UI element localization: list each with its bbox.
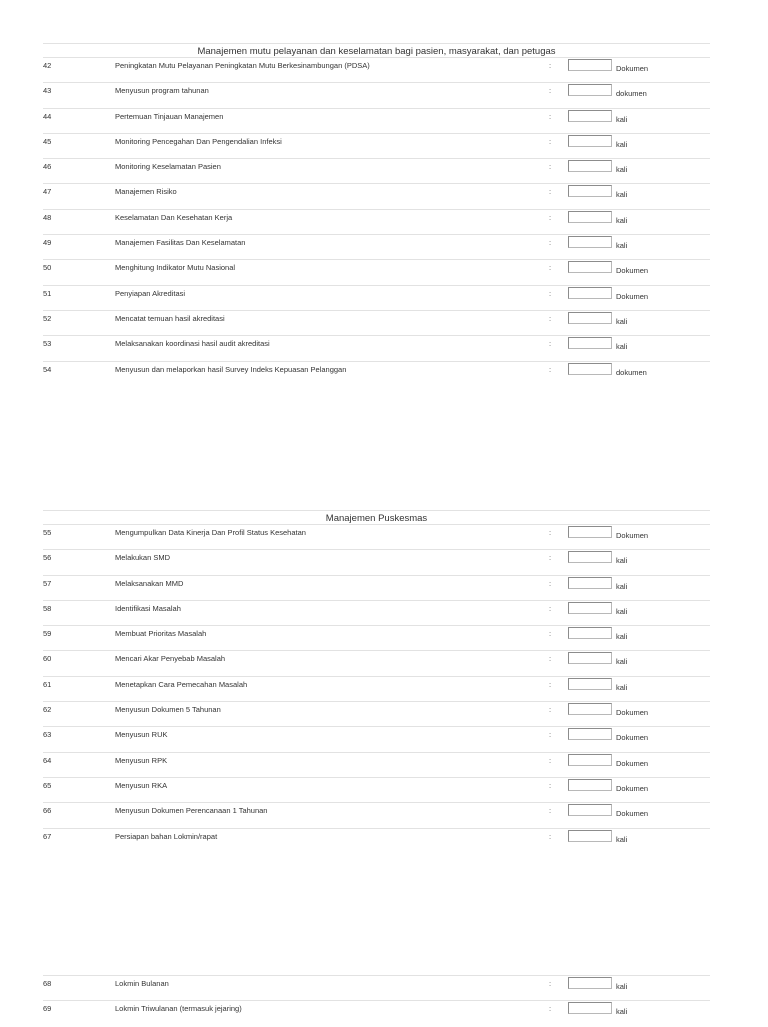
row-label: Identifikasi Masalah <box>115 603 181 613</box>
form-row-66 <box>43 803 710 828</box>
row-separator: : <box>549 629 552 639</box>
row-number: 64 <box>43 755 52 765</box>
row-label: Membuat Prioritas Masalah <box>115 629 207 639</box>
unit-label: kali <box>616 342 628 352</box>
row-separator: : <box>549 238 552 248</box>
unit-label: kali <box>616 834 628 844</box>
row-label: Menyusun dan melaporkan hasil Survey Indeks Kepuasan Pelanggan <box>115 364 347 374</box>
row-number: 43 <box>43 86 52 96</box>
row-separator: : <box>549 263 552 273</box>
row-label: Monitoring Keselamatan Pasien <box>115 162 221 172</box>
row-number: 67 <box>43 831 52 841</box>
quantity-input[interactable] <box>568 261 612 273</box>
rows-list <box>43 57 710 387</box>
row-label: Mencari Akar Penyebab Masalah <box>115 654 226 664</box>
form-row-59 <box>43 626 710 651</box>
form-row-57 <box>43 576 710 601</box>
unit-label: Dokumen <box>616 291 649 301</box>
form-row-58 <box>43 601 710 626</box>
row-number: 42 <box>43 61 52 70</box>
unit-label: Dokumen <box>616 733 649 743</box>
unit-label: Dokumen <box>616 64 649 73</box>
unit-label: Dokumen <box>616 809 649 819</box>
row-number: 50 <box>43 263 52 273</box>
rows-list <box>43 975 710 1027</box>
row-separator: : <box>549 61 552 70</box>
row-label: Mencatat temuan hasil akreditasi <box>115 313 225 323</box>
row-number: 59 <box>43 629 52 639</box>
form-row-55 <box>43 525 710 550</box>
row-separator: : <box>549 162 552 172</box>
unit-label: kali <box>616 1007 628 1017</box>
row-number: 46 <box>43 162 52 172</box>
row-label: Menyusun RPK <box>115 755 168 765</box>
unit-label: Dokumen <box>616 708 649 718</box>
row-number: 68 <box>43 979 52 988</box>
quantity-input[interactable] <box>568 160 612 172</box>
form-row-42 <box>43 58 710 83</box>
row-number: 45 <box>43 136 52 146</box>
unit-label: kali <box>616 165 628 175</box>
form-row-50 <box>43 260 710 285</box>
quantity-input[interactable] <box>568 678 612 690</box>
row-label: Melaksanakan MMD <box>115 578 184 588</box>
row-separator: : <box>549 979 552 988</box>
form-row-53 <box>43 336 710 361</box>
unit-label: Dokumen <box>616 758 649 768</box>
unit-label: kali <box>616 682 628 692</box>
row-number: 65 <box>43 780 52 790</box>
unit-label: kali <box>616 316 628 326</box>
unit-label: kali <box>616 606 628 616</box>
row-number: 52 <box>43 313 52 323</box>
form-row-67 <box>43 829 710 854</box>
quantity-input[interactable] <box>568 602 612 614</box>
row-separator: : <box>549 780 552 790</box>
row-number: 44 <box>43 111 52 121</box>
quantity-input[interactable] <box>568 84 612 96</box>
quantity-input[interactable] <box>568 110 612 122</box>
row-number: 61 <box>43 679 52 689</box>
form-row-63 <box>43 727 710 752</box>
row-number: 62 <box>43 705 52 715</box>
quantity-input[interactable] <box>568 627 612 639</box>
row-separator: : <box>549 86 552 96</box>
row-label: Penyiapan Akreditasi <box>115 288 186 298</box>
row-separator: : <box>549 679 552 689</box>
unit-label: kali <box>616 581 628 591</box>
row-number: 66 <box>43 806 52 816</box>
row-label: Persiapan bahan Lokmin/rapat <box>115 831 218 841</box>
quantity-input[interactable] <box>568 703 612 715</box>
row-separator: : <box>549 212 552 222</box>
quantity-input[interactable] <box>568 830 612 842</box>
row-separator: : <box>549 288 552 298</box>
unit-label: kali <box>616 190 628 200</box>
row-number: 56 <box>43 553 52 563</box>
row-separator: : <box>549 136 552 146</box>
row-label: Menyusun program tahunan <box>115 86 209 96</box>
form-row-47 <box>43 184 710 209</box>
form-row-64 <box>43 753 710 778</box>
row-label: Menyusun Dokumen Perencanaan 1 Tahunan <box>115 806 268 816</box>
row-label: Melaksanakan koordinasi hasil audit akreditasi <box>115 339 270 349</box>
row-label: Peningkatan Mutu Pelayanan Peningkatan Mutu Berkesinambungan (PDSA) <box>115 61 370 70</box>
form-row-68 <box>43 976 710 1001</box>
form-row-65 <box>43 778 710 803</box>
row-label: Menyusun RKA <box>115 780 168 790</box>
row-number: 49 <box>43 238 52 248</box>
unit-label: dokumen <box>616 89 647 99</box>
quantity-input[interactable] <box>568 363 612 375</box>
row-separator: : <box>549 730 552 740</box>
row-label: Manajemen Risiko <box>115 187 177 197</box>
unit-label: kali <box>616 657 628 667</box>
section-lokmin <box>43 975 710 1027</box>
row-number: 51 <box>43 288 52 298</box>
row-label: Manajemen Fasilitas Dan Keselamatan <box>115 238 246 248</box>
row-separator: : <box>549 313 552 323</box>
row-number: 53 <box>43 339 52 349</box>
row-label: Monitoring Pencegahan Dan Pengendalian Infeksi <box>115 136 282 146</box>
row-label: Menghitung Indikator Mutu Nasional <box>115 263 236 273</box>
form-row-51 <box>43 286 710 311</box>
row-label: Mengumpulkan Data Kinerja Dan Profil Status Kesehatan <box>115 528 306 537</box>
unit-label: kali <box>616 982 628 991</box>
quantity-input[interactable] <box>568 287 612 299</box>
row-separator: : <box>549 187 552 197</box>
row-number: 58 <box>43 603 52 613</box>
unit-label: kali <box>616 114 628 124</box>
row-number: 69 <box>43 1004 52 1014</box>
form-row-56 <box>43 550 710 575</box>
quantity-input[interactable] <box>568 728 612 740</box>
row-separator: : <box>549 364 552 374</box>
row-separator: : <box>549 339 552 349</box>
row-separator: : <box>549 528 552 537</box>
quantity-input[interactable] <box>568 1002 612 1014</box>
form-row-46 <box>43 159 710 184</box>
form-row-69 <box>43 1001 710 1026</box>
form-row-62 <box>43 702 710 727</box>
row-separator: : <box>549 831 552 841</box>
row-number: 57 <box>43 578 52 588</box>
quantity-input[interactable] <box>568 236 612 248</box>
row-separator: : <box>549 755 552 765</box>
quantity-input[interactable] <box>568 577 612 589</box>
row-number: 63 <box>43 730 52 740</box>
form-row-48 <box>43 210 710 235</box>
quantity-input[interactable] <box>568 526 612 538</box>
row-label: Keselamatan Dan Kesehatan Kerja <box>115 212 233 222</box>
row-separator: : <box>549 705 552 715</box>
quantity-input[interactable] <box>568 754 612 766</box>
section-title: Manajemen mutu pelayanan dan keselamatan bagi pasien, masyarakat, dan petugas <box>43 43 710 57</box>
unit-label: Dokumen <box>616 531 649 540</box>
quantity-input[interactable] <box>568 652 612 664</box>
unit-label: dokumen <box>616 367 647 377</box>
section-manajemen-puskesmas <box>43 510 710 854</box>
row-number: 54 <box>43 364 52 374</box>
form-row-45 <box>43 134 710 159</box>
quantity-input[interactable] <box>568 185 612 197</box>
row-label: Lokmin Triwulanan (termasuk jejaring) <box>115 1004 242 1014</box>
quantity-input[interactable] <box>568 804 612 816</box>
quantity-input[interactable] <box>568 977 612 989</box>
unit-label: kali <box>616 632 628 642</box>
unit-label: Dokumen <box>616 266 649 276</box>
row-label: Menyusun RUK <box>115 730 168 740</box>
unit-label: kali <box>616 139 628 149</box>
row-label: Melakukan SMD <box>115 553 171 563</box>
row-label: Menyusun Dokumen 5 Tahunan <box>115 705 221 715</box>
row-label: Pertemuan Tinjauan Manajemen <box>115 111 224 121</box>
form-row-60 <box>43 651 710 676</box>
section-title: Manajemen Puskesmas <box>43 510 710 524</box>
quantity-input[interactable] <box>568 551 612 563</box>
quantity-input[interactable] <box>568 779 612 791</box>
row-label: Lokmin Bulanan <box>115 979 169 988</box>
unit-label: kali <box>616 241 628 251</box>
quantity-input[interactable] <box>568 337 612 349</box>
row-separator: : <box>549 578 552 588</box>
form-row-49 <box>43 235 710 260</box>
form-row-44 <box>43 109 710 134</box>
section-mutu-pelayanan <box>43 43 710 387</box>
quantity-input[interactable] <box>568 135 612 147</box>
form-row-54 <box>43 362 710 387</box>
row-separator: : <box>549 603 552 613</box>
row-number: 60 <box>43 654 52 664</box>
form-row-52 <box>43 311 710 336</box>
row-number: 47 <box>43 187 52 197</box>
quantity-input[interactable] <box>568 211 612 223</box>
unit-label: kali <box>616 215 628 225</box>
row-number: 48 <box>43 212 52 222</box>
row-separator: : <box>549 806 552 816</box>
unit-label: Dokumen <box>616 783 649 793</box>
quantity-input[interactable] <box>568 59 612 71</box>
form-row-43 <box>43 83 710 108</box>
row-separator: : <box>549 111 552 121</box>
rows-list <box>43 524 710 854</box>
row-label: Menetapkan Cara Pemecahan Masalah <box>115 679 248 689</box>
row-number: 55 <box>43 528 52 537</box>
row-separator: : <box>549 654 552 664</box>
row-separator: : <box>549 553 552 563</box>
row-separator: : <box>549 1004 552 1014</box>
unit-label: kali <box>616 556 628 566</box>
form-row-61 <box>43 677 710 702</box>
quantity-input[interactable] <box>568 312 612 324</box>
